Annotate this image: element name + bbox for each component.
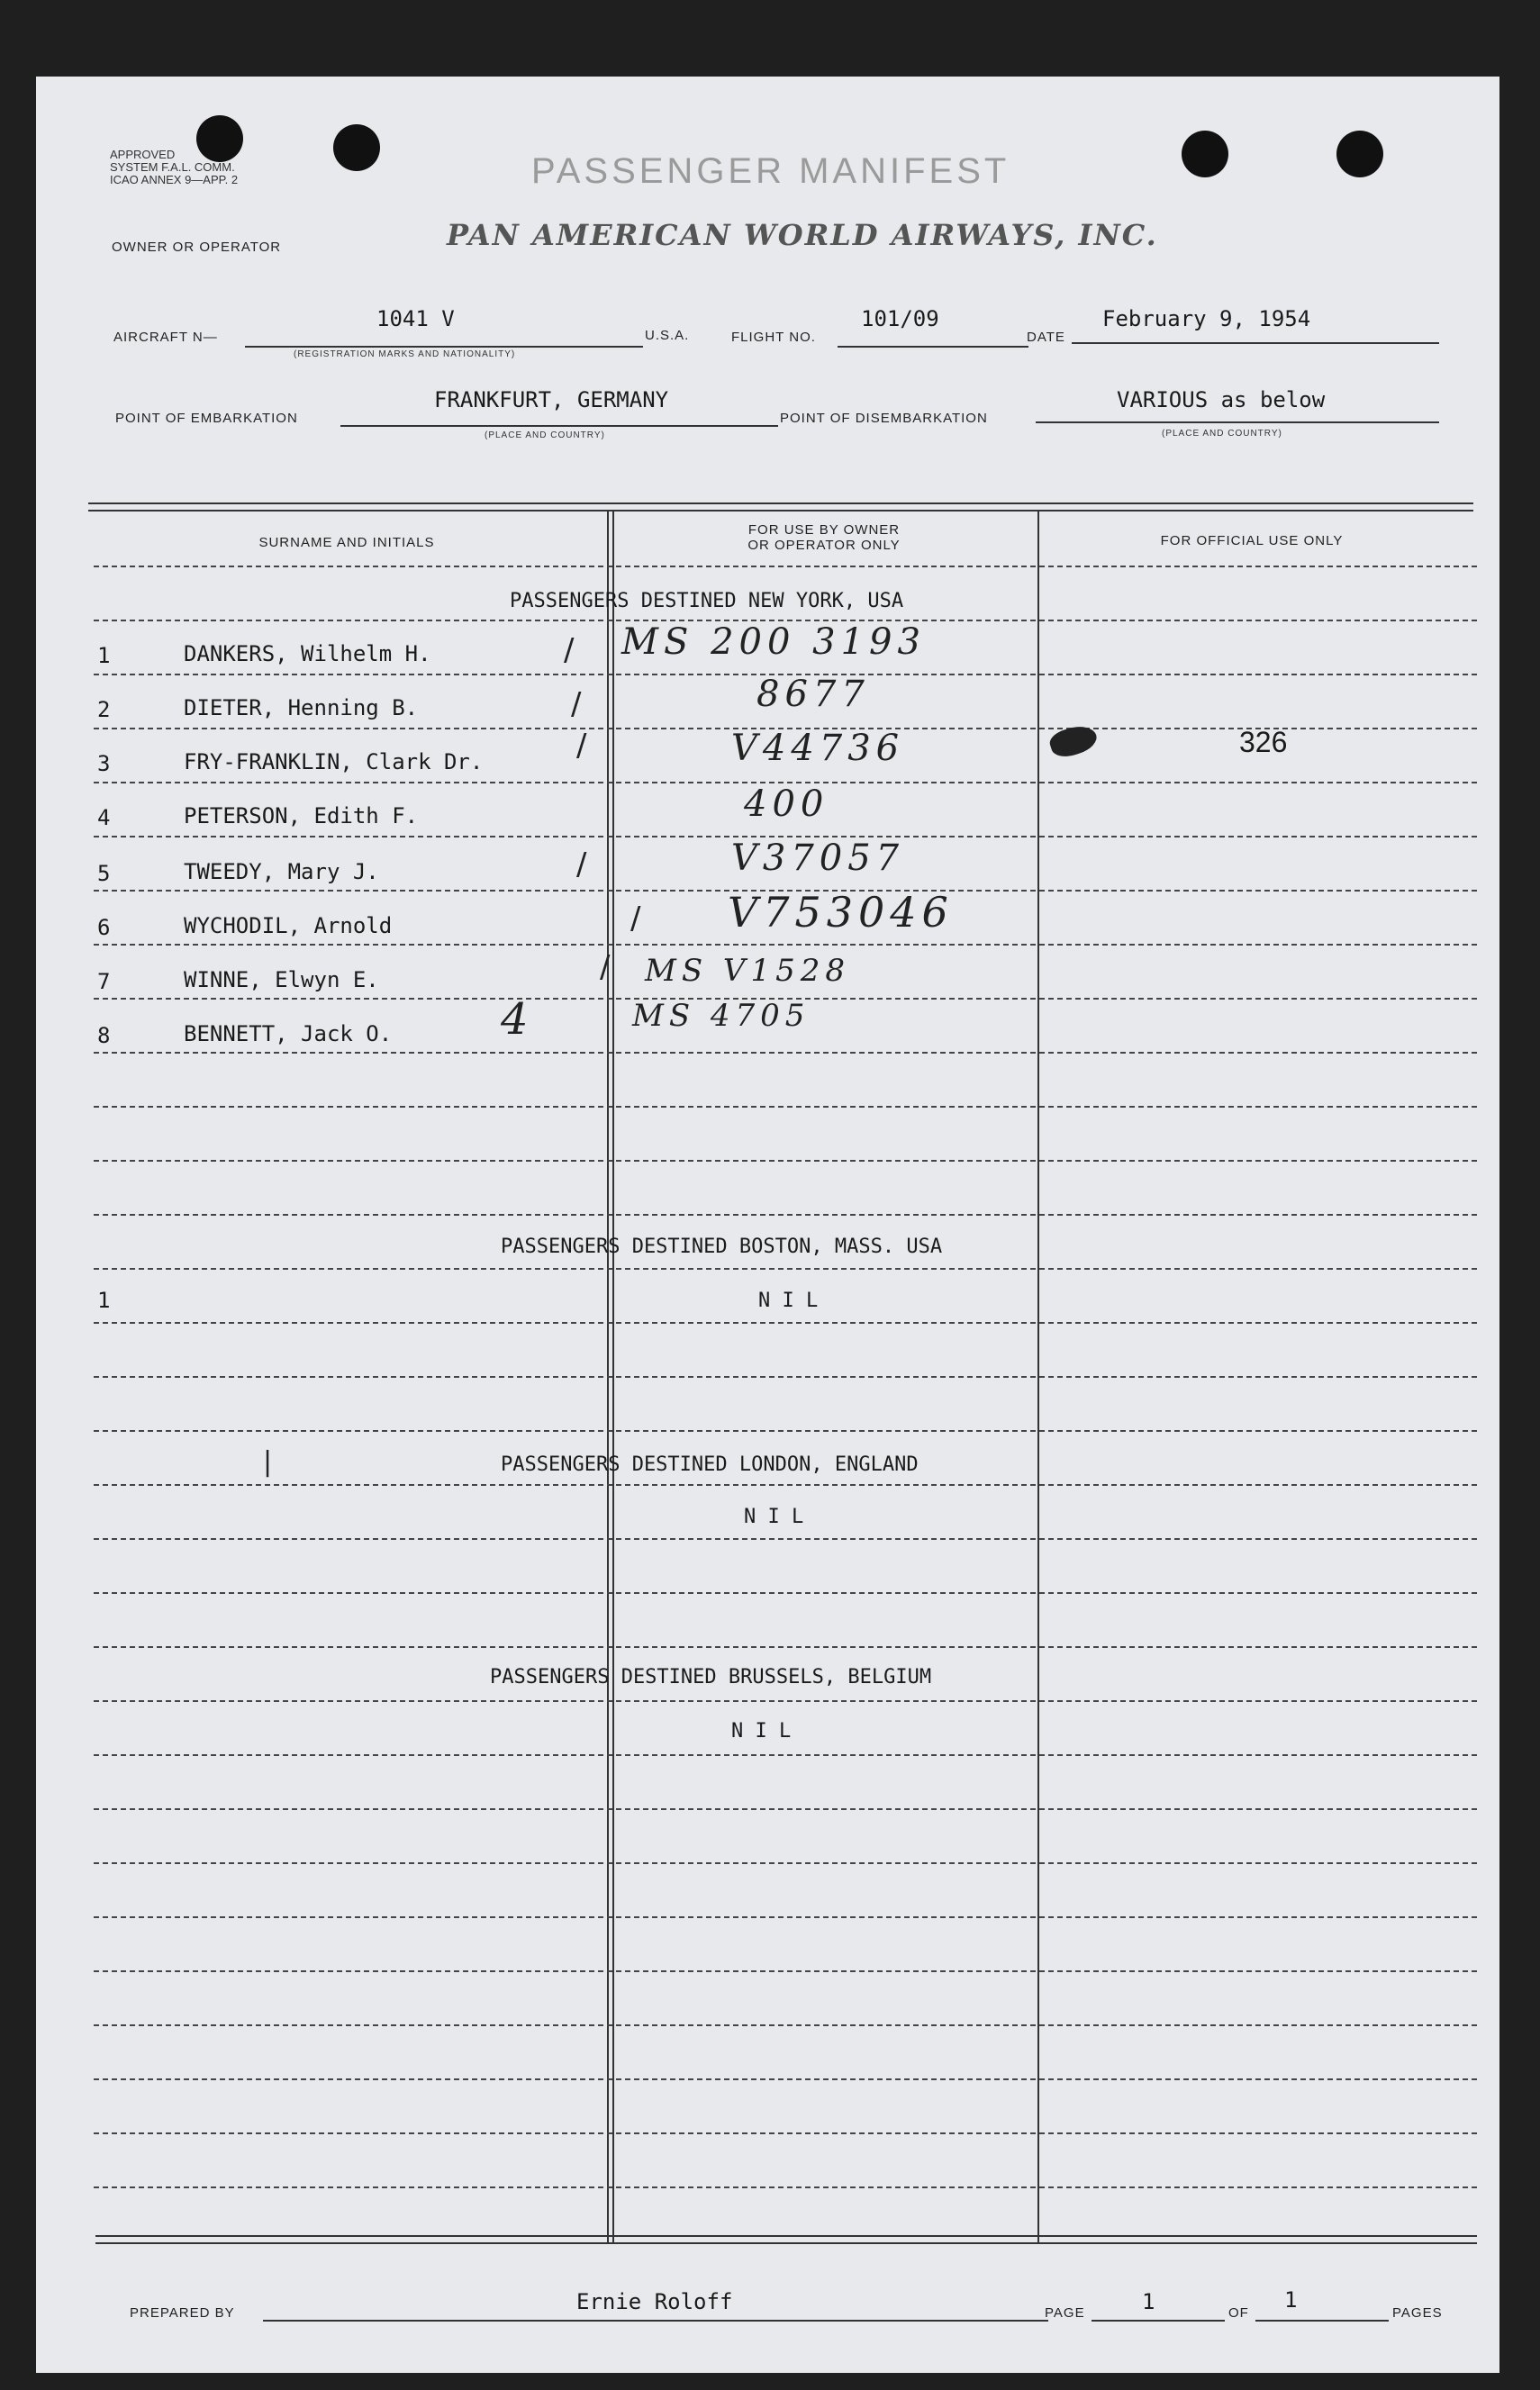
disembarkation-value: VARIOUS as below: [1117, 387, 1326, 412]
embarkation-value: FRANKFURT, GERMANY: [434, 387, 669, 412]
passenger-note: 8677: [756, 674, 870, 715]
row-rule: [94, 1916, 1477, 1918]
approval-line: ICAO ANNEX 9—APP. 2: [110, 173, 239, 186]
approval-line: SYSTEM F.A.L. COMM.: [110, 160, 235, 174]
pages-label: PAGES: [1392, 2305, 1443, 2321]
row-rule: [94, 1214, 1477, 1216]
passenger-note: MS 4705: [632, 998, 811, 1034]
prepared-value: Ernie Roloff: [576, 2289, 733, 2314]
passenger-name: TWEEDY, Mary J.: [184, 859, 379, 884]
of-underline: [1255, 2320, 1389, 2322]
row-rule: [94, 1322, 1477, 1324]
page-value: 1: [1142, 2289, 1155, 2314]
check-mark: /: [576, 846, 587, 883]
row-rule: [94, 944, 1477, 946]
table-top-rule: [88, 510, 1473, 511]
row-rule: [94, 1160, 1477, 1162]
prepared-underline: [263, 2320, 1048, 2322]
row-number: 3: [97, 751, 111, 776]
company-name: PAN AMERICAN WORLD AIRWAYS, INC.: [447, 218, 1158, 252]
passenger-name: DIETER, Henning B.: [184, 695, 419, 720]
row-rule: [94, 1646, 1477, 1648]
passenger-note: V44736: [731, 728, 905, 769]
flight-underline: [838, 346, 1028, 348]
table-bottom-rule: [95, 2235, 1477, 2237]
check-mark: /: [576, 728, 587, 764]
row-rule: [94, 566, 1477, 567]
page-underline: [1092, 2320, 1225, 2322]
owner-label: OWNER OR OPERATOR: [112, 240, 282, 255]
row-rule: [94, 1754, 1477, 1756]
row-rule: [94, 1862, 1477, 1864]
check-mark: /: [630, 901, 641, 937]
row-rule: [94, 2132, 1477, 2134]
row-rule: [94, 1052, 1477, 1054]
embarkation-label: POINT OF EMBARKATION: [115, 411, 298, 426]
owner-column-header-line: OR OPERATOR ONLY: [747, 538, 901, 553]
group-heading: PASSENGERS DESTINED BRUSSELS, BELGIUM: [490, 1666, 932, 1688]
tally-mark: 4: [501, 994, 534, 1045]
group-heading: PASSENGERS DESTINED NEW YORK, USA: [510, 590, 904, 612]
aircraft-underline: [245, 346, 643, 348]
passenger-name: BENNETT, Jack O.: [184, 1021, 393, 1046]
row-number: 1: [97, 643, 111, 668]
embarkation-underline: [340, 425, 778, 427]
check-mark: /: [571, 686, 582, 722]
aircraft-value: 1041 V: [376, 306, 455, 331]
passenger-name: FRY-FRANKLIN, Clark Dr.: [184, 749, 484, 774]
passenger-note: MS V1528: [645, 953, 850, 989]
row-rule: [94, 1484, 1477, 1486]
row-rule: [94, 2024, 1477, 2026]
row-rule: [94, 1970, 1477, 1972]
of-value: 1: [1284, 2287, 1298, 2313]
row-rule: [94, 1430, 1477, 1432]
of-label: OF: [1228, 2305, 1249, 2321]
passenger-name: WINNE, Elwyn E.: [184, 967, 379, 992]
row-number: 6: [97, 915, 111, 940]
group-heading: PASSENGERS DESTINED BOSTON, MASS. USA: [501, 1236, 943, 1258]
row-number: 7: [97, 969, 111, 994]
nil-entry: N I L: [758, 1290, 819, 1312]
row-number: 8: [97, 1023, 111, 1048]
punch-hole: [333, 124, 380, 171]
disembarkation-label: POINT OF DISEMBARKATION: [780, 411, 988, 426]
punch-hole: [1336, 131, 1383, 177]
row-rule: [94, 1592, 1477, 1594]
check-mark: /: [600, 949, 611, 985]
nil-entry: N I L: [744, 1506, 804, 1528]
approval-block: [110, 149, 238, 186]
passenger-note: MS 200 3193: [621, 621, 926, 663]
row-number: 2: [97, 697, 111, 722]
aircraft-label: AIRCRAFT N—: [113, 330, 218, 345]
owner-column-header: [621, 522, 1027, 553]
usa-label: U.S.A.: [645, 328, 690, 343]
row-number: 1: [97, 1288, 111, 1313]
nil-entry: N I L: [731, 1720, 792, 1743]
stray-mark: |: [263, 1446, 273, 1478]
date-value: February 9, 1954: [1102, 306, 1311, 331]
passenger-note: V753046: [728, 888, 954, 937]
check-mark: /: [564, 632, 575, 668]
passenger-note: 400: [744, 783, 829, 825]
page-label: PAGE: [1045, 2305, 1085, 2321]
passenger-name: PETERSON, Edith F.: [184, 803, 419, 828]
disembarkation-underline: [1036, 421, 1439, 423]
date-label: DATE: [1027, 330, 1065, 345]
official-note: 326: [1239, 726, 1288, 758]
official-column-header: FOR OFFICIAL USE ONLY: [1160, 533, 1344, 548]
row-number: 4: [97, 805, 111, 830]
row-rule: [94, 1268, 1477, 1270]
approval-line: APPROVED: [110, 148, 176, 161]
flight-label: FLIGHT NO.: [731, 330, 816, 345]
punch-hole: [1182, 131, 1228, 177]
row-rule: [94, 1538, 1477, 1540]
date-underline: [1072, 342, 1439, 344]
row-rule: [94, 1106, 1477, 1108]
row-rule: [94, 2186, 1477, 2188]
manifest-title: PASSENGER MANIFEST: [531, 151, 1010, 191]
passenger-name: WYCHODIL, Arnold: [184, 913, 393, 938]
group-heading: PASSENGERS DESTINED LONDON, ENGLAND: [501, 1453, 919, 1476]
disembarkation-sub: (PLACE AND COUNTRY): [1162, 429, 1282, 439]
row-rule: [94, 1376, 1477, 1378]
embarkation-sub: (PLACE AND COUNTRY): [485, 430, 605, 440]
row-rule: [94, 1808, 1477, 1810]
passenger-name: DANKERS, Wilhelm H.: [184, 641, 431, 666]
row-number: 5: [97, 861, 111, 886]
passenger-note: V37057: [731, 837, 905, 879]
row-rule: [94, 1700, 1477, 1702]
surname-column-header: SURNAME AND INITIALS: [258, 535, 435, 550]
table-bottom-rule: [95, 2242, 1477, 2244]
table-top-rule: [88, 502, 1473, 504]
flight-value: 101/09: [861, 306, 939, 331]
row-rule: [94, 2078, 1477, 2080]
aircraft-sub: (REGISTRATION MARKS AND NATIONALITY): [294, 349, 516, 359]
prepared-label: PREPARED BY: [130, 2305, 235, 2321]
owner-column-header-line: FOR USE BY OWNER: [747, 522, 901, 538]
